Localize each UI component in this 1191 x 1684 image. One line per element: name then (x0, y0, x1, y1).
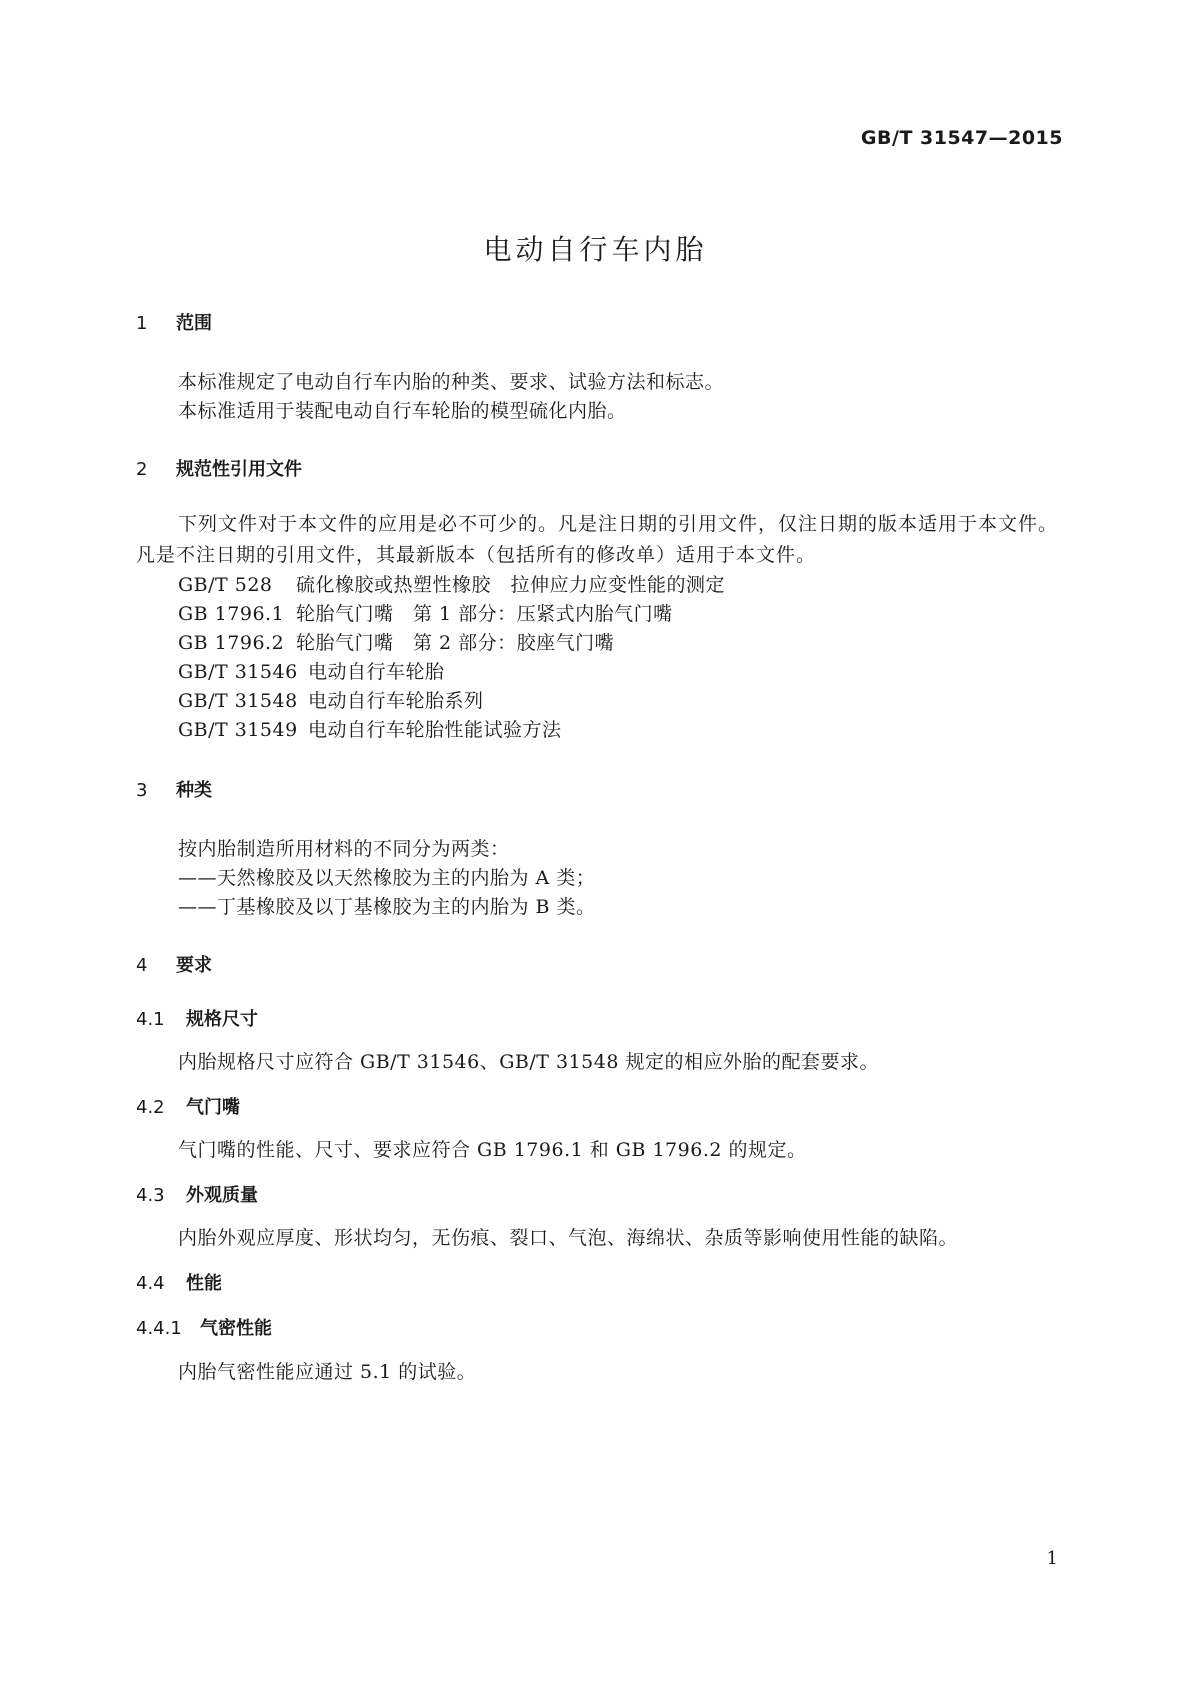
section-title: 规范性引用文件 (176, 459, 302, 480)
reference-name: 轮胎气门嘴 第 1 部分：压紧式内胎气门嘴 (296, 603, 673, 625)
subsection-heading-4-1 (136, 1005, 258, 1031)
section-number: 2 (136, 459, 148, 480)
list-item: ——丁基橡胶及以丁基橡胶为主的内胎为 B 类。 (178, 896, 596, 918)
reference-item (178, 628, 614, 655)
section-number: 3 (136, 780, 148, 801)
reference-code: GB 1796.2 (178, 632, 285, 654)
standard-code: GB/T 31547—2015 (860, 127, 1063, 149)
section-heading-1 (136, 309, 212, 335)
paragraph: 内胎规格尺寸应符合 GB/T 31546、GB/T 31548 规定的相应外胎的配套要求。 (178, 1051, 879, 1073)
reference-item (178, 686, 484, 713)
section-heading-3 (136, 776, 212, 802)
reference-item (178, 657, 445, 684)
reference-code: GB/T 31549 (178, 719, 298, 741)
section-number: 4.3 (136, 1185, 165, 1206)
document-title: 电动自行车内胎 (483, 233, 708, 266)
section-title: 规格尺寸 (186, 1009, 258, 1030)
section-heading-4 (136, 951, 212, 977)
reference-item (178, 715, 562, 742)
section-title: 性能 (186, 1273, 222, 1294)
reference-name: 电动自行车轮胎系列 (308, 690, 484, 712)
section-title: 种类 (176, 780, 212, 801)
paragraph: 本标准规定了电动自行车内胎的种类、要求、试验方法和标志。 (178, 371, 725, 393)
subsection-heading-4-2 (136, 1093, 240, 1119)
section-number: 4.4 (136, 1273, 165, 1294)
reference-item (178, 570, 725, 597)
paragraph: 按内胎制造所用材料的不同分为两类： (178, 838, 510, 860)
section-heading-2 (136, 455, 302, 481)
reference-item (178, 599, 673, 626)
page-number: 1 (1046, 1548, 1058, 1569)
section-number: 4.1 (136, 1009, 165, 1030)
section-number: 4.2 (136, 1097, 165, 1118)
reference-code: GB/T 528 (178, 574, 273, 596)
section-title: 气密性能 (200, 1318, 272, 1339)
section-number: 4.4.1 (136, 1318, 182, 1339)
section-title: 要求 (176, 955, 212, 976)
section-title: 范围 (176, 313, 212, 334)
section-title: 气门嘴 (186, 1097, 240, 1118)
reference-name: 电动自行车轮胎性能试验方法 (308, 719, 562, 741)
paragraph: 内胎外观应厚度、形状均匀，无伤痕、裂口、气泡、海绵状、杂质等影响使用性能的缺陷。 (178, 1227, 959, 1249)
section-number: 1 (136, 313, 148, 334)
section-number: 4 (136, 955, 148, 976)
reference-name: 电动自行车轮胎 (308, 661, 445, 683)
reference-name: 硫化橡胶或热塑性橡胶 拉伸应力应变性能的测定 (296, 574, 726, 596)
reference-code: GB 1796.1 (178, 603, 285, 625)
paragraph: 内胎气密性能应通过 5.1 的试验。 (178, 1361, 477, 1383)
list-item: ——天然橡胶及以天然橡胶为主的内胎为 A 类； (178, 867, 596, 889)
reference-code: GB/T 31546 (178, 661, 298, 683)
reference-code: GB/T 31548 (178, 690, 298, 712)
subsection-heading-4-4-1 (136, 1314, 272, 1340)
reference-name: 轮胎气门嘴 第 2 部分：胶座气门嘴 (296, 632, 615, 654)
paragraph: 气门嘴的性能、尺寸、要求应符合 GB 1796.1 和 GB 1796.2 的规定。 (178, 1139, 807, 1161)
section-title: 外观质量 (186, 1185, 258, 1206)
subsection-heading-4-3 (136, 1181, 258, 1207)
subsection-heading-4-4 (136, 1269, 222, 1295)
paragraph: 本标准适用于装配电动自行车轮胎的模型硫化内胎。 (178, 400, 627, 422)
paragraph-intro: 下列文件对于本文件的应用是必不可少的。凡是注日期的引用文件，仅注日期的版本适用于本文件。凡是不注日期的引用文件，其最新版本（包括所有的修改单）适用于本文件。 (136, 513, 1059, 566)
